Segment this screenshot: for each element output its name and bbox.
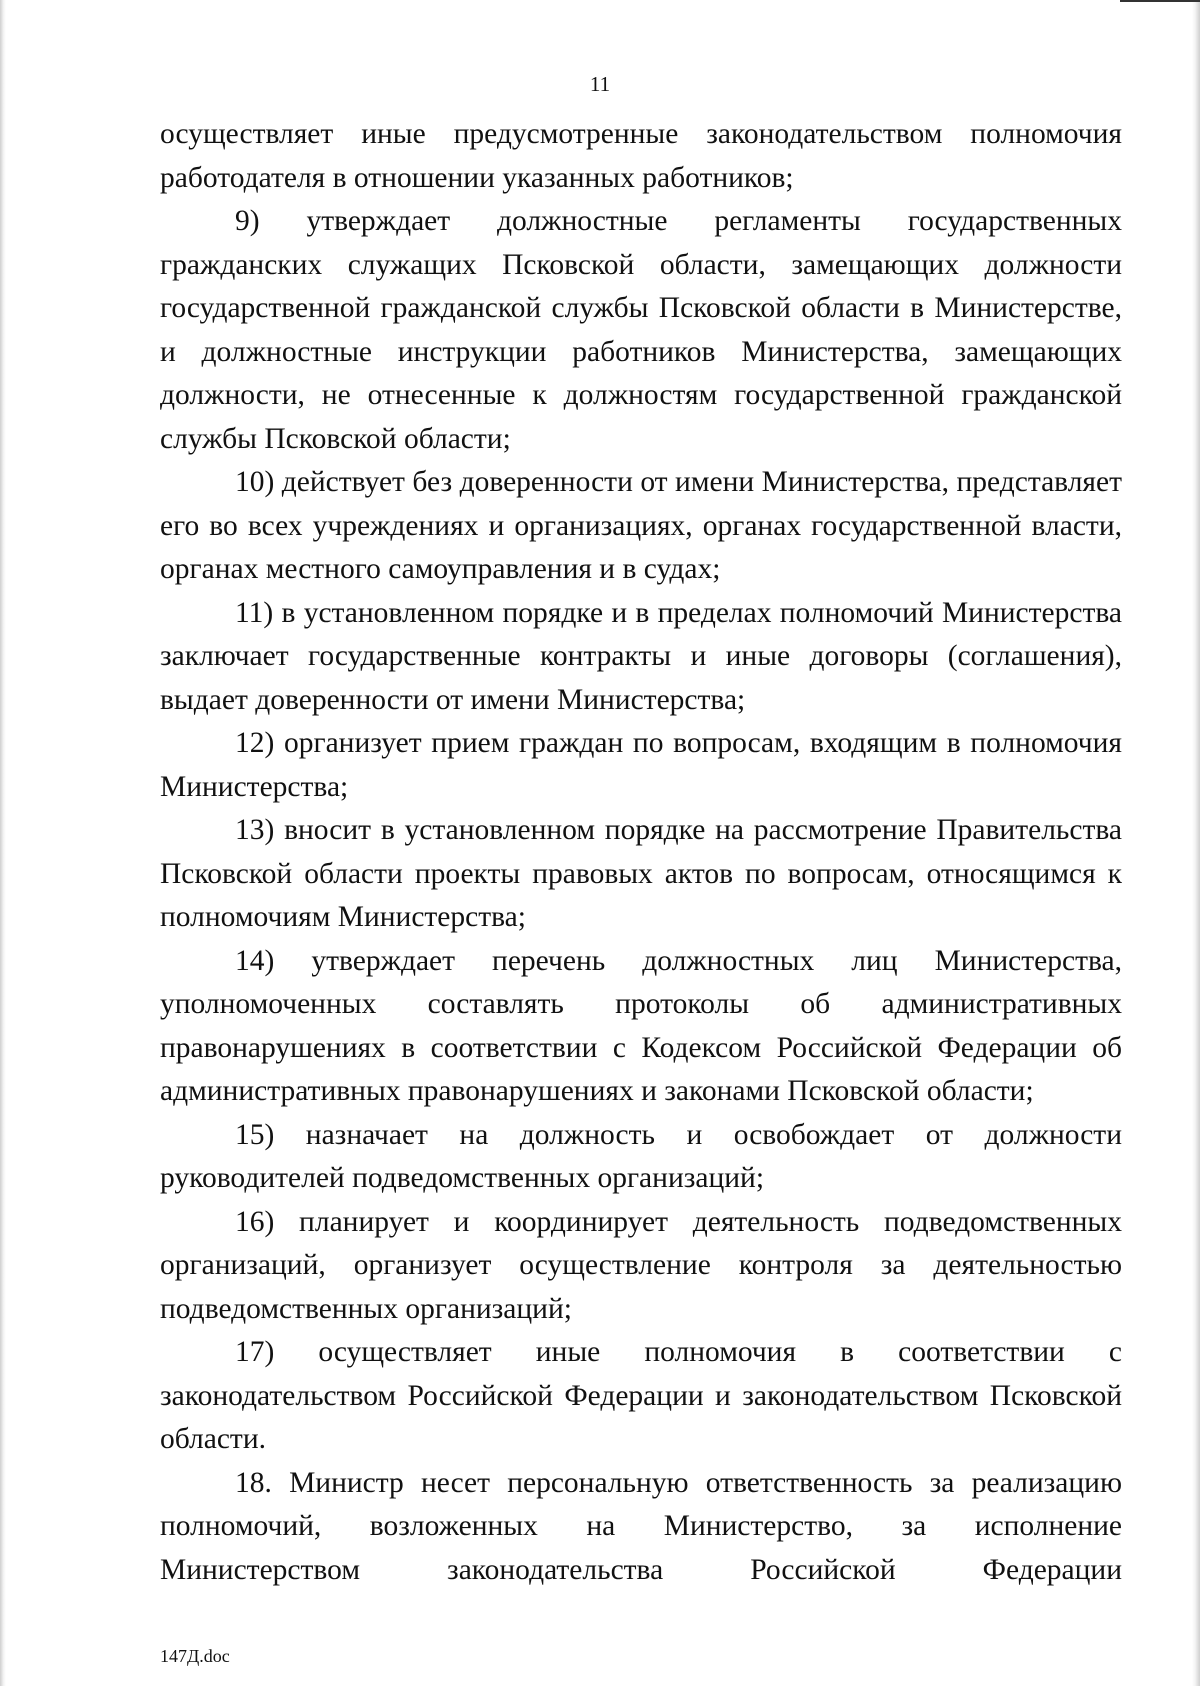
list-item-17: 17) осуществляет иные полномочия в соответствии с законодательством Российской Федерации и законодательством Псковской области.	[160, 1336, 1122, 1455]
page-number: 11	[589, 72, 611, 96]
list-item-16: 16) планирует и координирует деятельность подведомственных организаций, организует осуществление контроля за деятельностью подведомственных организаций;	[160, 1205, 1122, 1325]
paragraph-continuation: осуществляет иные предусмотренные законодательством полномочия работодателя в отношении указанных работников;	[160, 118, 1122, 194]
list-item-11: 11) в установленном порядке и в пределах полномочий Министерства заключает государственные контракты и иные договоры (соглашения), выдает доверенности от имени Министерства;	[160, 596, 1122, 716]
document-body	[160, 113, 1122, 1592]
list-item-9: 9) утверждает должностные регламенты государственных гражданских служащих Псковской области, замещающих должности государственной гражданской службы Псковской области в Министерстве, и должностные инструкции работников Министерства, замещающих должности, не отнесенные к должностям государственной гражданской службы Псковской области;	[160, 205, 1122, 455]
list-item-14: 14) утверждает перечень должностных лиц Министерства, уполномоченных составлять протоколы об административных правонарушениях в соответствии с Кодексом Российской Федерации об административных правонарушениях и законами Псковской области;	[160, 944, 1122, 1107]
list-item-15: 15) назначает на должность и освобождает от должности руководителей подведомственных организаций;	[160, 1118, 1122, 1194]
scan-edge-right	[1192, 0, 1200, 1686]
list-item-13: 13) вносит в установленном порядке на рассмотрение Правительства Псковской области проекты правовых актов по вопросам, относящимся к полномочиям Министерства;	[160, 814, 1122, 933]
scan-corner-mark	[1120, 0, 1200, 2]
footer-filename: 147Д.doc	[160, 1646, 230, 1666]
list-item-12: 12) организует прием граждан по вопросам, входящим в полномочия Министерства;	[160, 727, 1122, 803]
section-18-paragraph: 18. Министр несет персональную ответственность за реализацию полномочий, возложенных на Министерство, за исполнение Министерством законодательства Российской Федерации	[160, 1466, 1122, 1586]
scan-edge-left	[0, 0, 6, 1686]
list-item-10: 10) действует без доверенности от имени Министерства, представляет его во всех учреждениях и организациях, органах государственной власти, органах местного самоуправления и в судах;	[160, 466, 1122, 585]
